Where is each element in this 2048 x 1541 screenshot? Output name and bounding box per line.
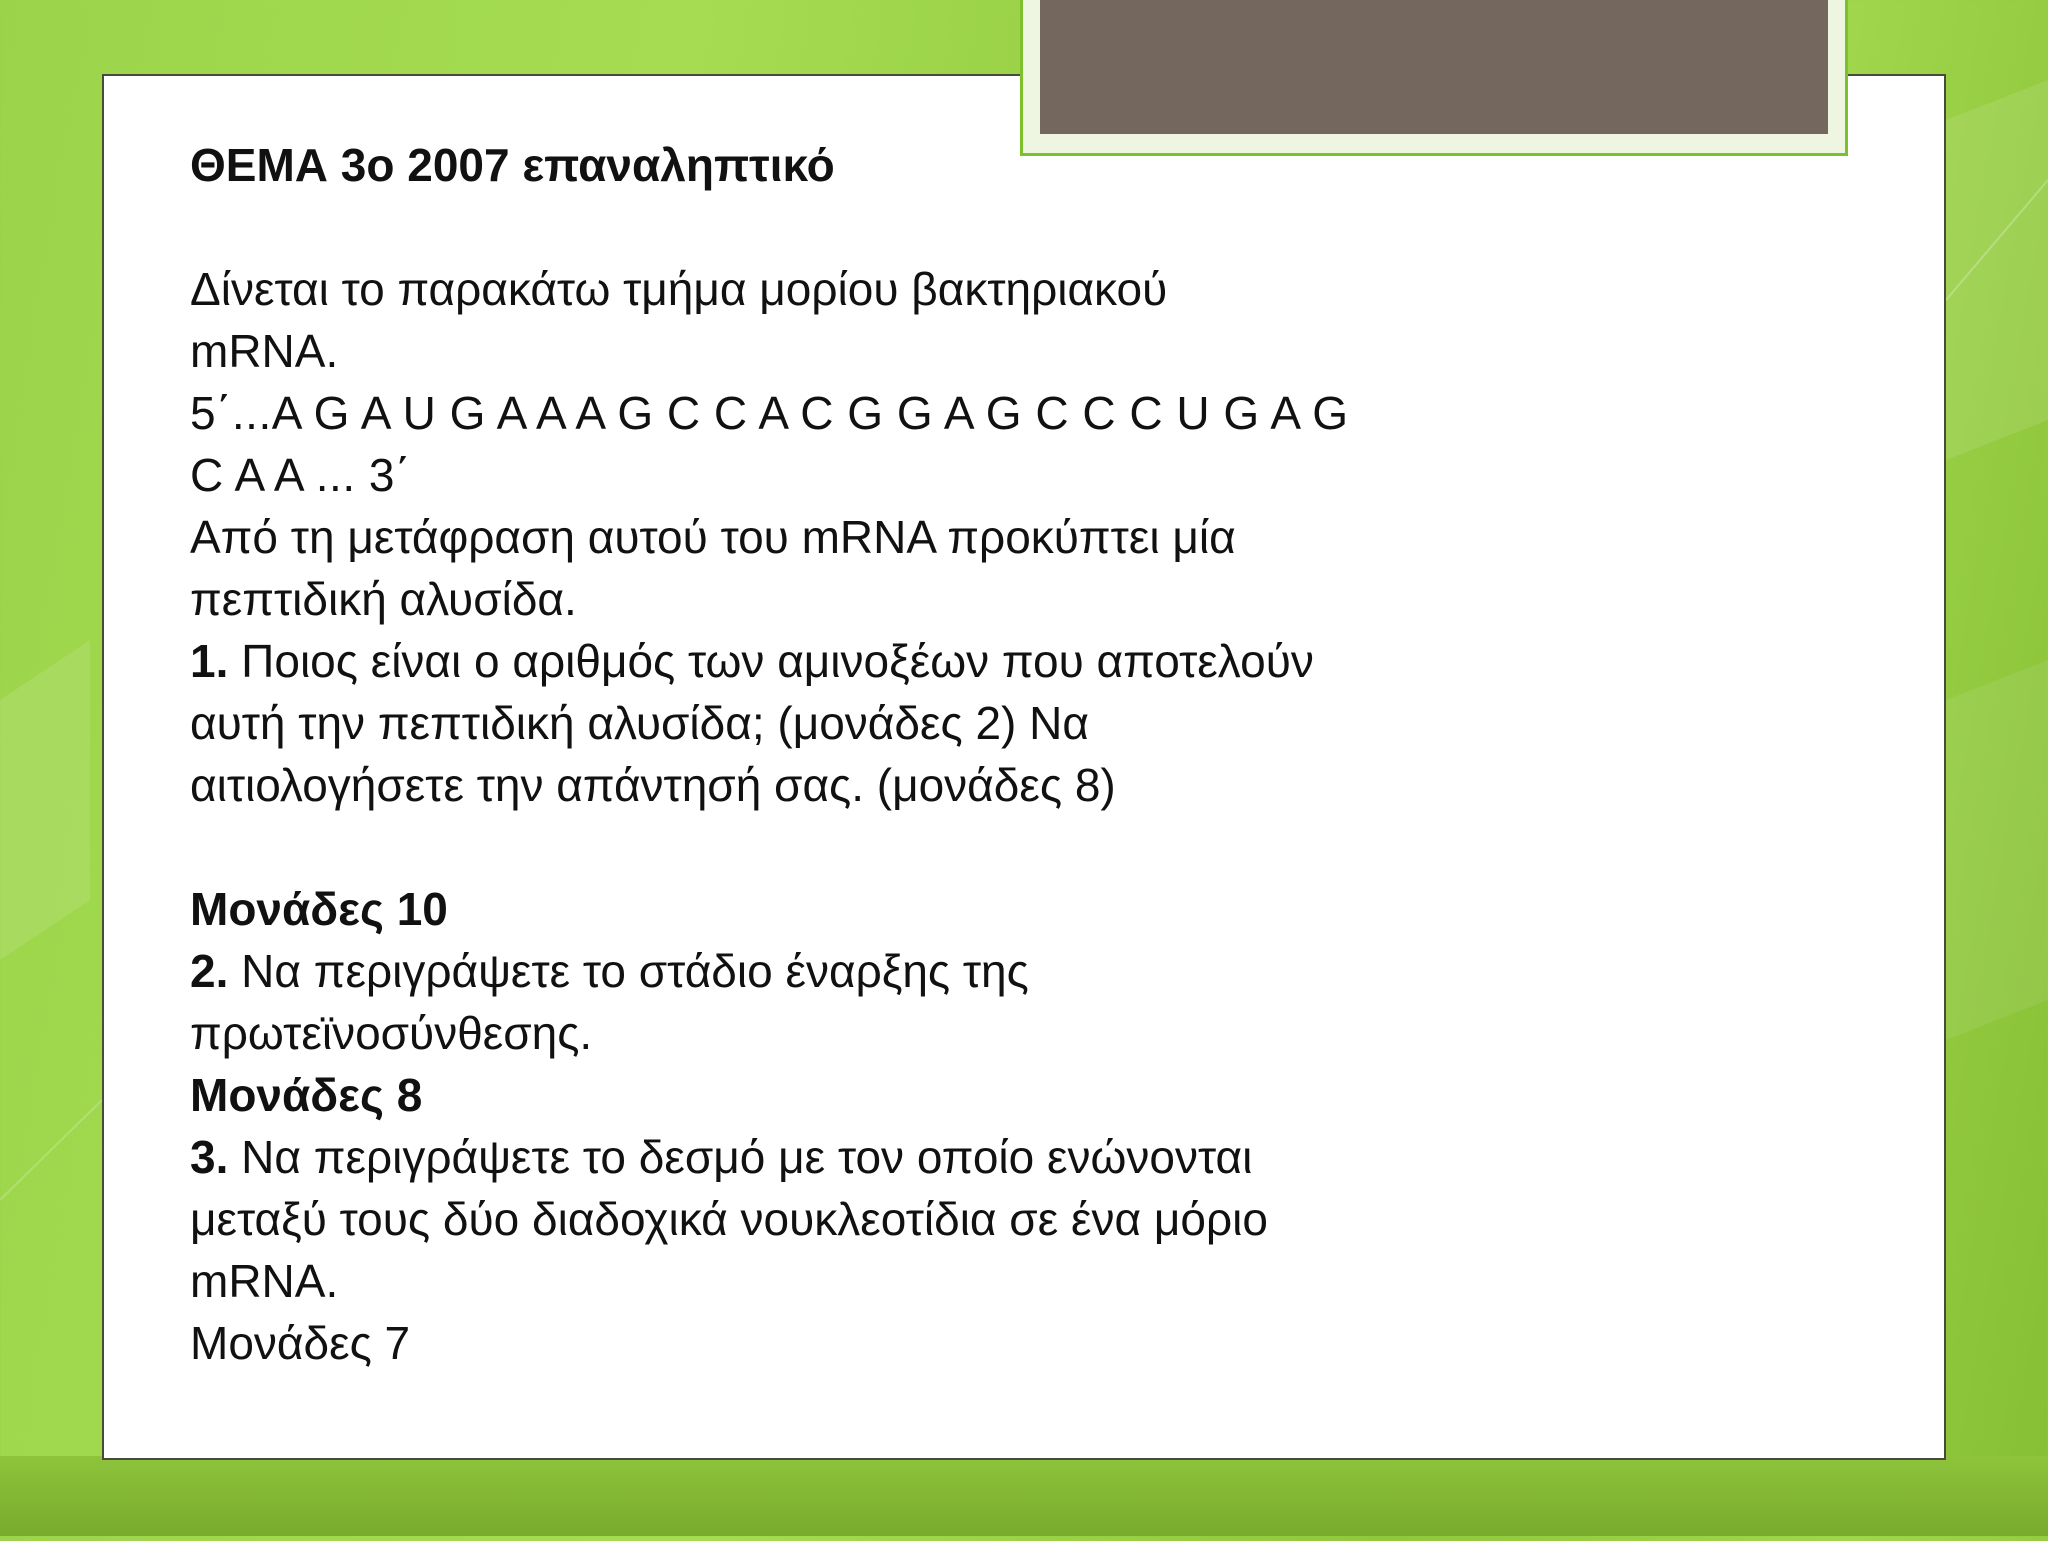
question-3-line-2: μεταξύ τους δύο διαδοχικά νουκλεοτίδια σε ένα μόριο (190, 1193, 1268, 1245)
intro-line-1: Δίνεται το παρακάτω τμήμα μορίου βακτηριακού (190, 263, 1168, 315)
question-3-number: 3. (190, 1131, 229, 1183)
question-1-line-1 (190, 630, 1490, 692)
translation-line-1: Από τη μετάφραση αυτού του mRNA προκύπτει μία (190, 511, 1236, 563)
question-1-number: 1. (190, 635, 229, 687)
question-1-points: Μονάδες 10 (190, 883, 448, 935)
question-2-line-2: πρωτεϊνοσύνθεσης. (190, 1007, 593, 1059)
question-1-line-3: αιτιολογήσετε την απάντησή σας. (μονάδες 8) (190, 759, 1116, 811)
question-1-text: Ποιος είναι ο αριθμός των αμινοξέων που αποτελούν (228, 635, 1314, 687)
intro-line-2: mRNA. (190, 325, 339, 377)
sequence-line-1: 5΄...A G A U G A A A G C C A C G G A G C C C U G A G (190, 387, 1349, 439)
question-2-points: Μονάδες 8 (190, 1069, 423, 1121)
question-2-number: 2. (190, 945, 229, 997)
question-3-points: Μονάδες 7 (190, 1317, 411, 1369)
slide-heading: ΘΕΜΑ 3ο 2007 επαναληπτικό (190, 139, 835, 191)
slide-text (190, 134, 1490, 1374)
question-2-text: Να περιγράψετε το στάδιο έναρξης της (228, 945, 1029, 997)
background-bottom-band (0, 1456, 2048, 1536)
blank-line (190, 816, 1490, 878)
question-3-line-3: mRNA. (190, 1255, 339, 1307)
question-3-line-1 (190, 1126, 1490, 1188)
translation-line-2: πεπτιδική αλυσίδα. (190, 573, 577, 625)
question-3-text: Να περιγράψετε το δεσμό με τον οποίο ενώνονται (228, 1131, 1253, 1183)
sequence-line-2: C A A ... 3΄ (190, 449, 411, 501)
question-2-line-1 (190, 940, 1490, 1002)
question-1-line-2: αυτή την πεπτιδική αλυσίδα; (μονάδες 2) Να (190, 697, 1089, 749)
blank-line (190, 196, 1490, 258)
title-placeholder-box (1040, 0, 1828, 134)
